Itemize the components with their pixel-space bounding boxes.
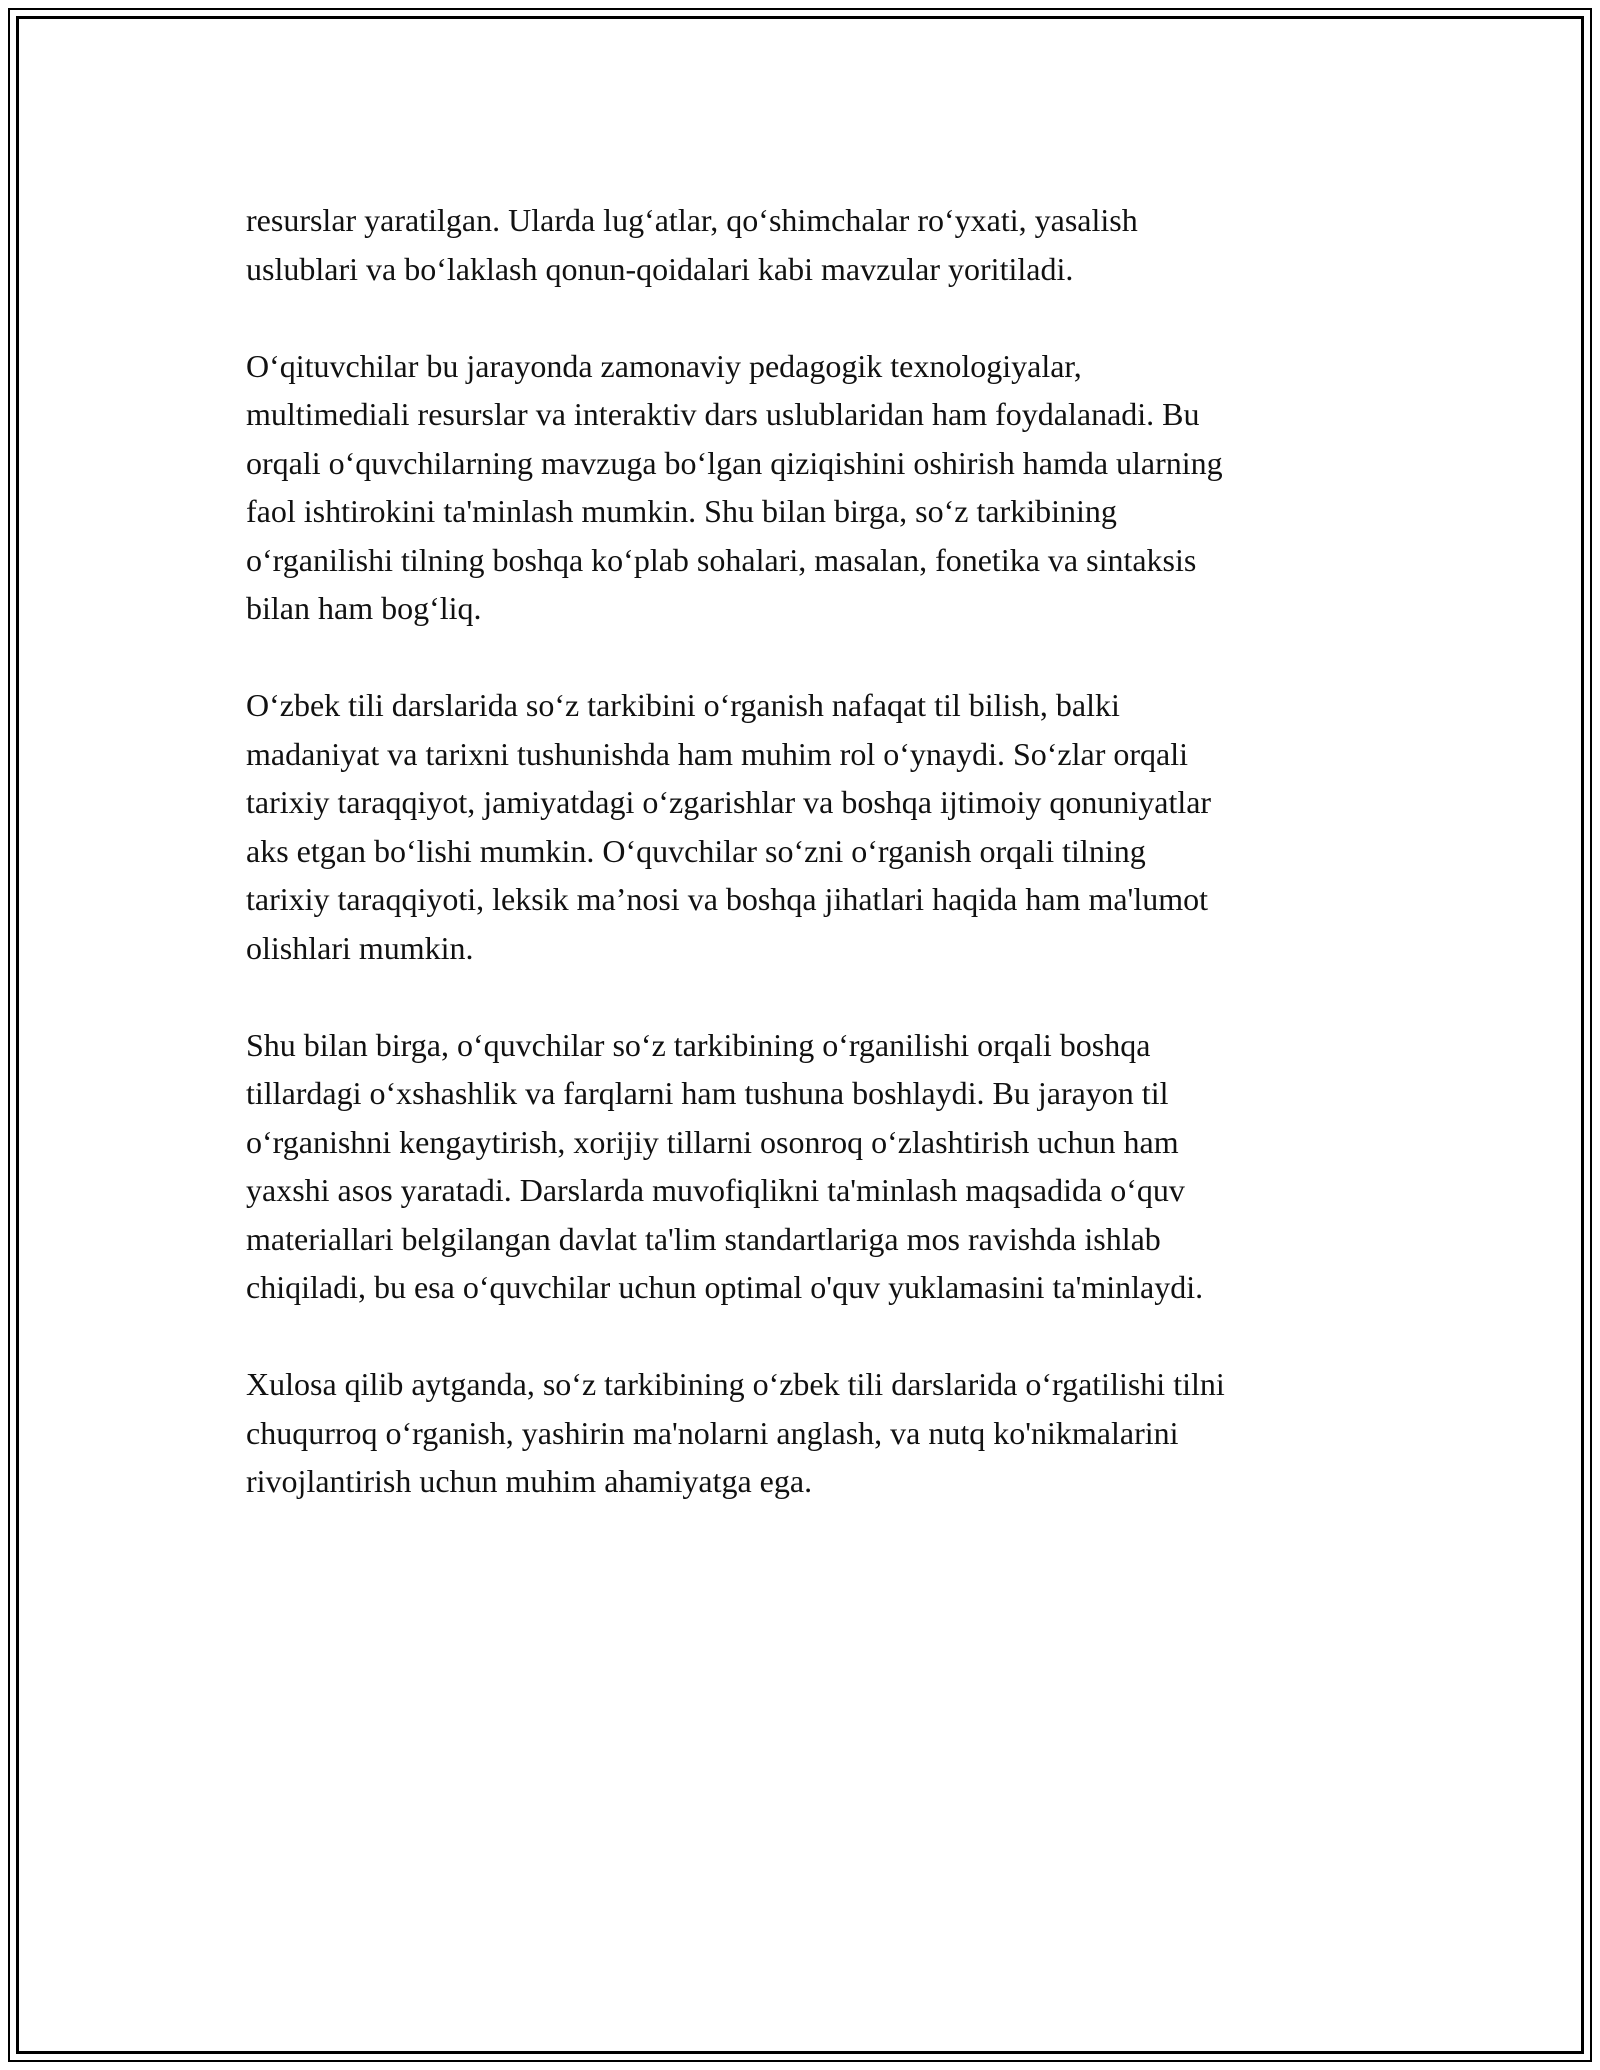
text-line: bilan ham bog‘liq. (246, 590, 482, 626)
text-line: Xulosa qilib aytganda, so‘z tarkibining o‘zbek tili darslarida o‘rgatilishi tilni (246, 1366, 1225, 1402)
text-line: O‘qituvchilar bu jarayonda zamonaviy pedagogik texnologiyalar, (246, 347, 1082, 384)
document-page (8, 8, 1592, 2062)
text-line: olishlari mumkin. (246, 929, 474, 966)
text-line: tillardagi o‘xshashlik va farqlarni ham tushuna boshlaydi. Bu jarayon til (246, 1075, 1169, 1111)
paragraph-1 (246, 196, 1396, 293)
text-line: Shu bilan birga, o‘quvchilar so‘z tarkibining o‘rganilishi orqali boshqa (246, 1026, 1151, 1063)
text-line: o‘rganilishi tilning boshqa ko‘plab sohalari, masalan, fonetika va sintaksis (246, 541, 1197, 578)
text-line: tarixiy taraqqiyoti, leksik ma’nosi va boshqa jihatlari haqida ham ma'lumot (246, 881, 1208, 917)
text-line: O‘zbek tili darslarida so‘z tarkibini o‘rganish nafaqat til bilish, balki (246, 687, 1120, 723)
text-line: yaxshi asos yaratadi. Darslarda muvofiqlikni ta'minlash maqsadida o‘quv (246, 1172, 1185, 1208)
paragraph-2 (246, 342, 1396, 633)
text-line: madaniyat va tarixni tushunishda ham muhim rol o‘ynaydi. So‘zlar orqali (246, 735, 1189, 772)
text-line: o‘rganishni kengaytirish, xorijiy tillarni osonroq o‘zlashtirish uchun ham (246, 1123, 1179, 1160)
paragraph-4 (246, 1021, 1396, 1312)
text-line: chiqiladi, bu esa o‘quvchilar uchun optimal o'quv yuklamasini ta'minlaydi. (246, 1269, 1204, 1305)
text-line: rivojlantirish uchun muhim ahamiyatga ega. (246, 1463, 813, 1499)
text-line: tarixiy taraqqiyot, jamiyatdagi o‘zgarishlar va boshqa ijtimoiy qonuniyatlar (246, 784, 1212, 820)
text-line: uslublari va bo‘laklash qonun-qoidalari kabi mavzular yoritiladi. (246, 250, 1074, 287)
paragraph-3 (246, 681, 1396, 972)
text-line: aks etgan bo‘lishi mumkin. O‘quvchilar so‘zni o‘rganish orqali tilning (246, 832, 1146, 869)
text-line: multimediali resurslar va interaktiv dars uslublaridan ham foydalanadi. Bu (246, 396, 1200, 432)
text-line: faol ishtirokini ta'minlash mumkin. Shu bilan birga, so‘z tarkibining (246, 493, 1117, 529)
text-line: orqali o‘quvchilarning mavzuga bo‘lgan qiziqishini oshirish hamda ularning (246, 444, 1223, 481)
text-line: resurslar yaratilgan. Ularda lug‘atlar, qo‘shimchalar ro‘yxati, yasalish (246, 202, 1138, 238)
text-line: chuqurroq o‘rganish, yashirin ma'nolarni anglash, va nutq ko'nikmalarini (246, 1414, 1179, 1451)
document-body (246, 196, 1396, 1554)
paragraph-5 (246, 1360, 1396, 1506)
text-line: materiallari belgilangan davlat ta'lim standartlariga mos ravishda ishlab (246, 1220, 1161, 1257)
